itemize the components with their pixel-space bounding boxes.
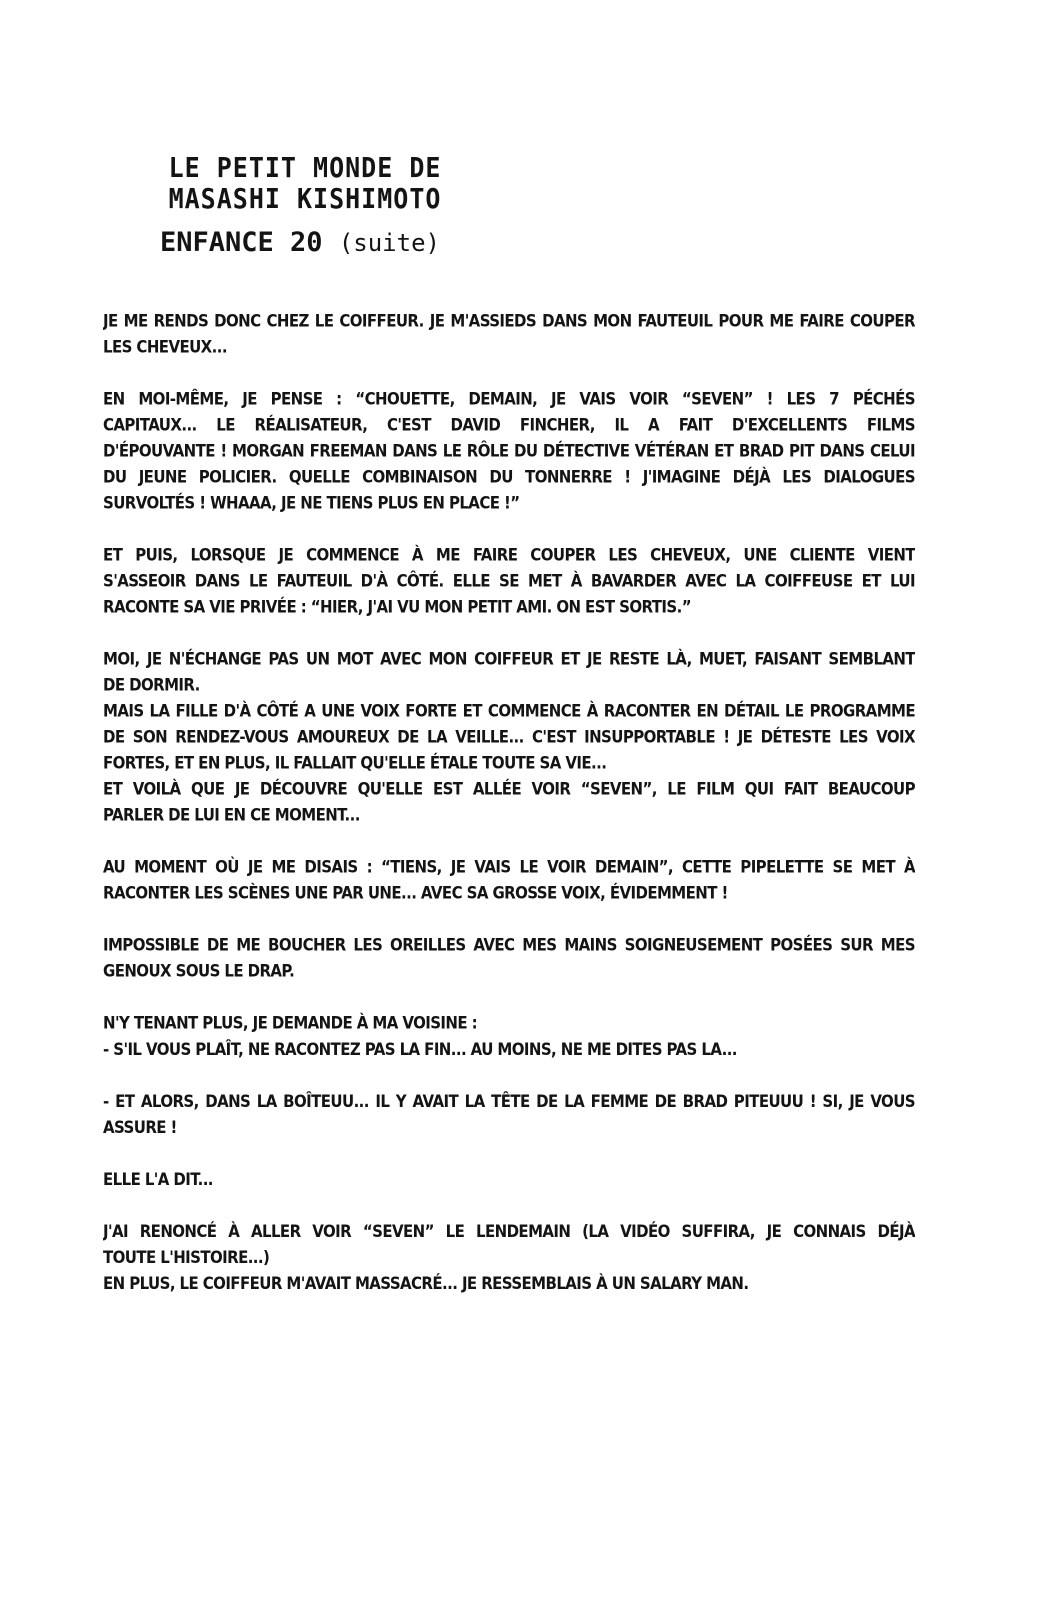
text-line: SURVOLTÉS ! WHAAA, JE NE TIENS PLUS EN PLACE !” — [103, 492, 520, 514]
text-line: EN MOI-MÊME, JE PENSE : “CHOUETTE, DEMAIN, JE VAIS VOIR “SEVEN” ! LES 7 PÉCHÉS — [103, 388, 915, 410]
paragraph — [103, 1088, 915, 1140]
text-line: ET VOILÀ QUE JE DÉCOUVRE QU'ELLE EST ALLÉE VOIR “SEVEN”, LE FILM QUI FAIT BEAUCOUP — [103, 778, 915, 800]
text-line: MOI, JE N'ÉCHANGE PAS UN MOT AVEC MON COIFFEUR ET JE RESTE LÀ, MUET, FAISANT SEMBLANT — [103, 648, 915, 670]
text-line: ELLE L'A DIT... — [103, 1168, 213, 1190]
text-line: ET PUIS, LORSQUE JE COMMENCE À ME FAIRE COUPER LES CHEVEUX, UNE CLIENTE VIENT — [103, 544, 915, 566]
text-line: JE ME RENDS DONC CHEZ LE COIFFEUR. JE M'ASSIEDS DANS MON FAUTEUIL POUR ME FAIRE COUPER — [103, 310, 915, 332]
chapter-heading — [140, 226, 470, 260]
text-line: EN PLUS, LE COIFFEUR M'AVAIT MASSACRÉ... JE RESSEMBLAIS À UN SALARY MAN. — [103, 1272, 749, 1294]
text-line: D'ÉPOUVANTE ! MORGAN FREEMAN DANS LE RÔLE DU DÉTECTIVE VÉTÉRAN ET BRAD PIT DANS CELUI — [103, 440, 915, 462]
paragraph — [103, 308, 915, 360]
paragraph — [103, 854, 915, 906]
text-line: ASSURE ! — [103, 1116, 177, 1138]
page-title — [140, 152, 470, 260]
title-line-2: MASASHI KISHIMOTO — [168, 182, 442, 215]
paragraph — [103, 386, 915, 516]
paragraph — [103, 646, 915, 828]
text-line: FORTES, ET EN PLUS, IL FALLAIT QU'ELLE ÉTALE TOUTE SA VIE... — [103, 752, 607, 774]
text-line: N'Y TENANT PLUS, JE DEMANDE À MA VOISINE : — [103, 1012, 478, 1034]
text-line: S'ASSEOIR DANS LE FAUTEUIL D'À CÔTÉ. ELLE SE MET À BAVARDER AVEC LA COIFFEUSE ET LUI — [103, 570, 915, 592]
paragraph — [103, 1166, 915, 1192]
text-line: AU MOMENT OÙ JE ME DISAIS : “TIENS, JE VAIS LE VOIR DEMAIN”, CETTE PIPELETTE SE MET À — [103, 856, 915, 878]
text-line: MAIS LA FILLE D'À CÔTÉ A UNE VOIX FORTE ET COMMENCE À RACONTER EN DÉTAIL LE PROGRAMME — [103, 700, 915, 722]
document-body — [103, 308, 915, 1322]
text-line: DE DORMIR. — [103, 674, 200, 696]
paragraph — [103, 1218, 915, 1296]
paragraph — [103, 542, 915, 620]
chapter-title: ENFANCE 20 — [160, 227, 323, 258]
text-line: LES CHEVEUX... — [103, 336, 227, 358]
text-line: RACONTER LES SCÈNES UNE PAR UNE... AVEC SA GROSSE VOIX, ÉVIDEMMENT ! — [103, 882, 728, 904]
paragraph — [103, 932, 915, 984]
text-line: PARLER DE LUI EN CE MOMENT... — [103, 804, 360, 826]
text-line: J'AI RENONCÉ À ALLER VOIR “SEVEN” LE LENDEMAIN (LA VIDÉO SUFFIRA, JE CONNAIS DÉJÀ — [103, 1220, 915, 1242]
paragraph — [103, 1010, 915, 1062]
text-line: DU JEUNE POLICIER. QUELLE COMBINAISON DU TONNERRE ! J'IMAGINE DÉJÀ LES DIALOGUES — [103, 466, 915, 488]
text-line: RACONTE SA VIE PRIVÉE : “HIER, J'AI VU MON PETIT AMI. ON EST SORTIS.” — [103, 596, 691, 618]
text-line: CAPITAUX... LE RÉALISATEUR, C'EST DAVID FINCHER, IL A FAIT D'EXCELLENTS FILMS — [103, 414, 915, 436]
text-line: - S'IL VOUS PLAÎT, NE RACONTEZ PAS LA FIN... AU MOINS, NE ME DITES PAS LA... — [103, 1038, 737, 1060]
text-line: IMPOSSIBLE DE ME BOUCHER LES OREILLES AVEC MES MAINS SOIGNEUSEMENT POSÉES SUR MES — [103, 934, 915, 956]
text-line: GENOUX SOUS LE DRAP. — [103, 960, 295, 982]
text-line: TOUTE L'HISTOIRE...) — [103, 1246, 270, 1268]
chapter-suffix: (suite) — [338, 229, 440, 257]
title-line-1: LE PETIT MONDE DE — [168, 151, 442, 184]
text-line: DE SON RENDEZ-VOUS AMOUREUX DE LA VEILLE... C'EST INSUPPORTABLE ! JE DÉTESTE LES VOIX — [103, 726, 915, 748]
text-line: - ET ALORS, DANS LA BOÎTEUU... IL Y AVAIT LA TÊTE DE LA FEMME DE BRAD PITEUUU ! SI, JE VOUS — [103, 1090, 915, 1112]
